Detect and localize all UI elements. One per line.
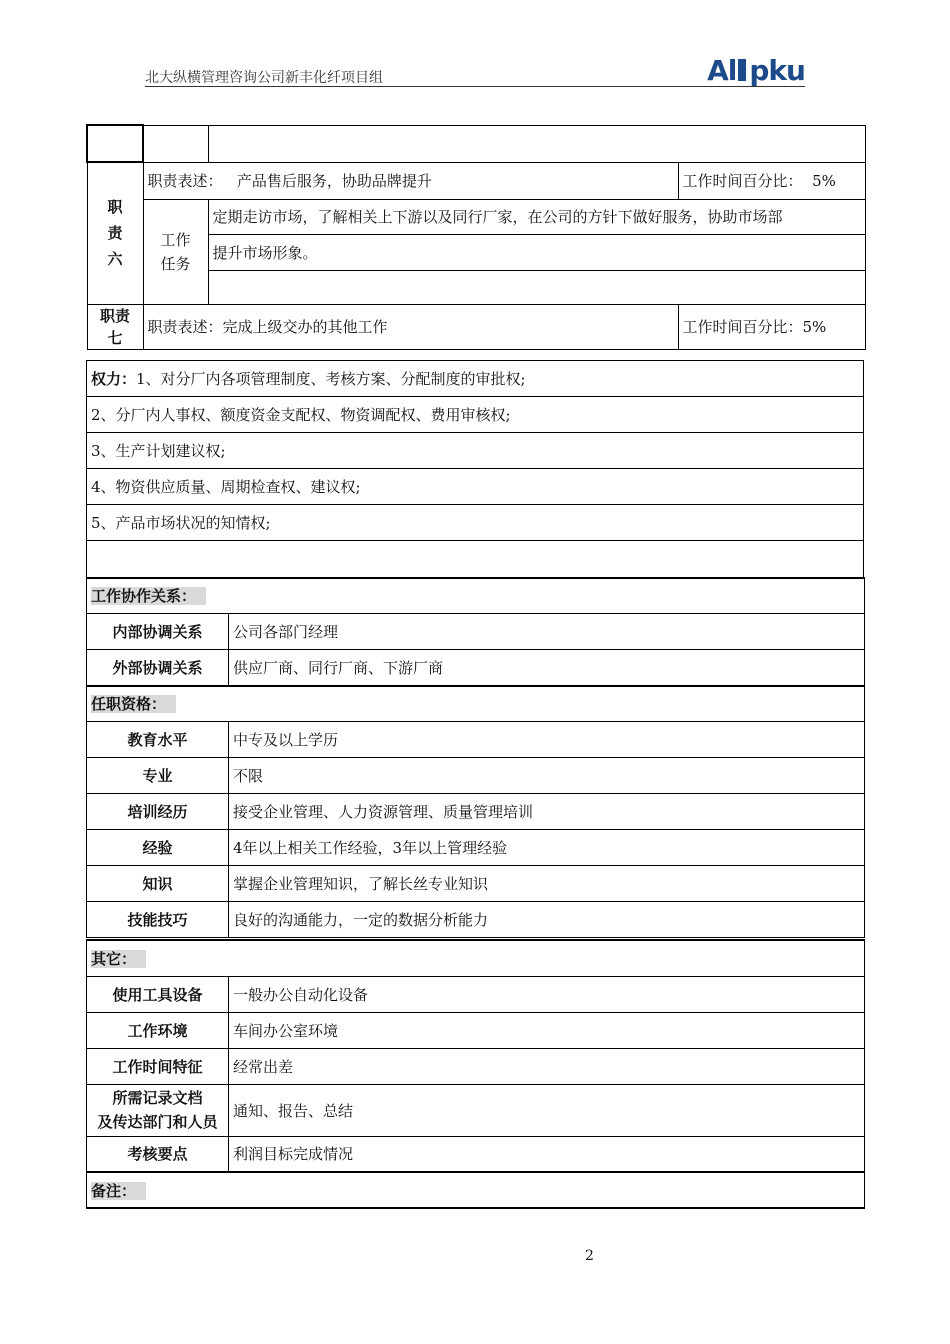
others-label: 使用工具设备 — [87, 976, 229, 1012]
cooperation-title: 工作协作关系： — [87, 578, 865, 613]
qualification-value: 不限 — [229, 757, 865, 793]
alpku-logo: Al pku — [707, 54, 805, 87]
qualification-label: 专业 — [87, 757, 229, 793]
others-value: 车间办公室环境 — [229, 1012, 865, 1048]
qualification-label: 培训经历 — [87, 793, 229, 829]
qualification-title: 任职资格： — [87, 686, 865, 721]
duty6-task-line2: 提升市场形象。 — [208, 234, 865, 270]
others-label: 工作环境 — [87, 1012, 229, 1048]
remarks-title: 备注： — [87, 1172, 865, 1208]
page-header — [145, 54, 805, 87]
authority-table — [86, 360, 864, 578]
duty7-description: 职责表述：完成上级交办的其他工作 — [143, 304, 678, 349]
cooperation-table — [86, 577, 865, 686]
qualification-table — [86, 685, 865, 938]
authority-item-3: 3、生产计划建议权; — [87, 433, 864, 469]
duties-table — [86, 124, 866, 350]
qualification-value: 4年以上相关工作经验，3年以上管理经验 — [229, 829, 865, 865]
qualification-value: 良好的沟通能力，一定的数据分析能力 — [229, 901, 865, 937]
qualification-value: 掌握企业管理知识，了解长丝专业知识 — [229, 865, 865, 901]
others-table — [86, 939, 865, 1209]
qualification-label: 技能技巧 — [87, 901, 229, 937]
page-number: 2 — [585, 1248, 594, 1264]
qualification-value: 中专及以上学历 — [229, 721, 865, 757]
cooperation-value: 供应厂商、同行厂商、下游厂商 — [229, 649, 865, 685]
duty6-task-label: 工作 任务 — [143, 199, 208, 304]
others-value: 通知、报告、总结 — [229, 1084, 865, 1136]
duty6-description: 职责表述： 产品售后服务，协助品牌提升 — [143, 162, 678, 199]
others-value: 经常出差 — [229, 1048, 865, 1084]
duty6-percent: 工作时间百分比： 5% — [678, 162, 865, 199]
cooperation-label: 内部协调关系 — [87, 613, 229, 649]
duty7-label: 职责 七 — [87, 304, 143, 349]
qualification-label: 教育水平 — [87, 721, 229, 757]
duty7-percent: 工作时间百分比：5% — [678, 304, 865, 349]
duty6-label: 职 责 六 — [87, 162, 143, 304]
qualification-value: 接受企业管理、人力资源管理、质量管理培训 — [229, 793, 865, 829]
qualification-label: 经验 — [87, 829, 229, 865]
company-name: 北大纵横管理咨询公司新丰化纤项目组 — [145, 70, 383, 86]
others-label: 工作时间特征 — [87, 1048, 229, 1084]
others-label: 所需记录文档 及传达部门和人员 — [87, 1084, 229, 1136]
others-title: 其它： — [87, 940, 865, 976]
others-value: 一般办公自动化设备 — [229, 976, 865, 1012]
authority-item-1: 权力：1、对分厂内各项管理制度、考核方案、分配制度的审批权; — [87, 361, 864, 397]
duty6-task-line1: 定期走访市场，了解相关上下游以及同行厂家，在公司的方针下做好服务，协助市场部 — [208, 199, 865, 234]
authority-item-5: 5、产品市场状况的知情权; — [87, 505, 864, 541]
authority-item-2: 2、分厂内人事权、额度资金支配权、物资调配权、费用审核权; — [87, 397, 864, 433]
others-label: 考核要点 — [87, 1136, 229, 1172]
cooperation-label: 外部协调关系 — [87, 649, 229, 685]
cooperation-value: 公司各部门经理 — [229, 613, 865, 649]
others-value: 利润目标完成情况 — [229, 1136, 865, 1172]
qualification-label: 知识 — [87, 865, 229, 901]
authority-item-4: 4、物资供应质量、周期检查权、建议权; — [87, 469, 864, 505]
